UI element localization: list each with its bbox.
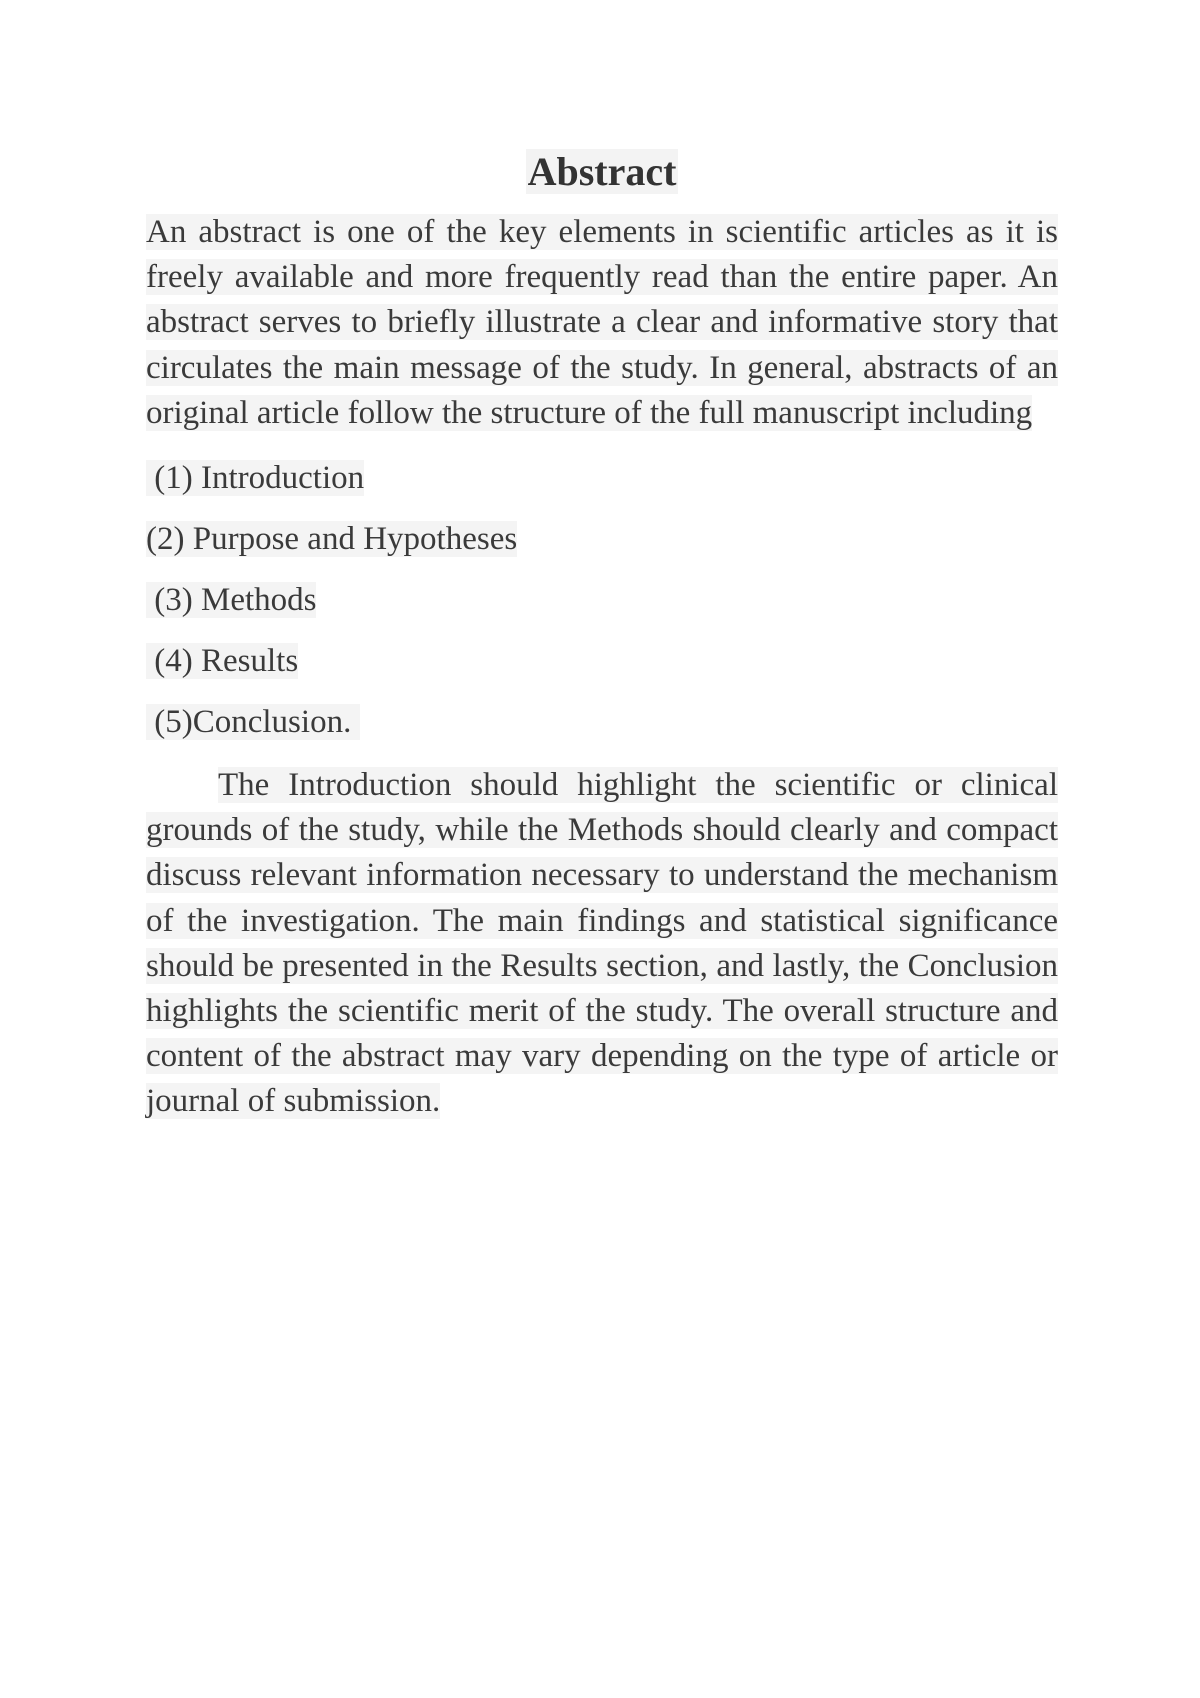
document-page: [146, 140, 1058, 1125]
list-item: [146, 692, 1058, 753]
list-item-text: (3) Methods: [146, 582, 317, 619]
list-item-text: (2) Purpose and Hypotheses: [146, 521, 518, 558]
list-item: [146, 448, 1058, 509]
list-item: [146, 509, 1058, 570]
list-item: [146, 570, 1058, 631]
list-item-text: (1) Introduction: [146, 460, 365, 497]
body-paragraph: [146, 763, 1058, 1125]
intro-paragraph: [146, 210, 1058, 436]
list-item: [146, 631, 1058, 692]
structure-list: [146, 448, 1058, 753]
title-text: Abstract: [527, 149, 677, 194]
intro-paragraph-text: An abstract is one of the key elements in scientific articles as it is freely available and more frequently read than the entire paper. An abstract serves to briefly illustrate a clear and informative story that circulates the main message of the study. In general, abstracts of an original article follow the structure of the full manuscript including: [146, 214, 1058, 431]
list-item-text: (5)Conclusion.: [146, 704, 360, 741]
list-item-text: (4) Results: [146, 643, 299, 680]
body-paragraph-text: The Introduction should highlight the scientific or clinical grounds of the study, while the Methods should clearly and compact discuss relevant information necessary to understand the mechanism of the investigation. The main findings and statistical significance should be presented in the Results section, and lastly, the Conclusion highlights the scientific merit of the study. The overall structure and content of the abstract may vary depending on the type of article or journal of submission.: [146, 767, 1058, 1120]
page-title: [146, 140, 1058, 204]
